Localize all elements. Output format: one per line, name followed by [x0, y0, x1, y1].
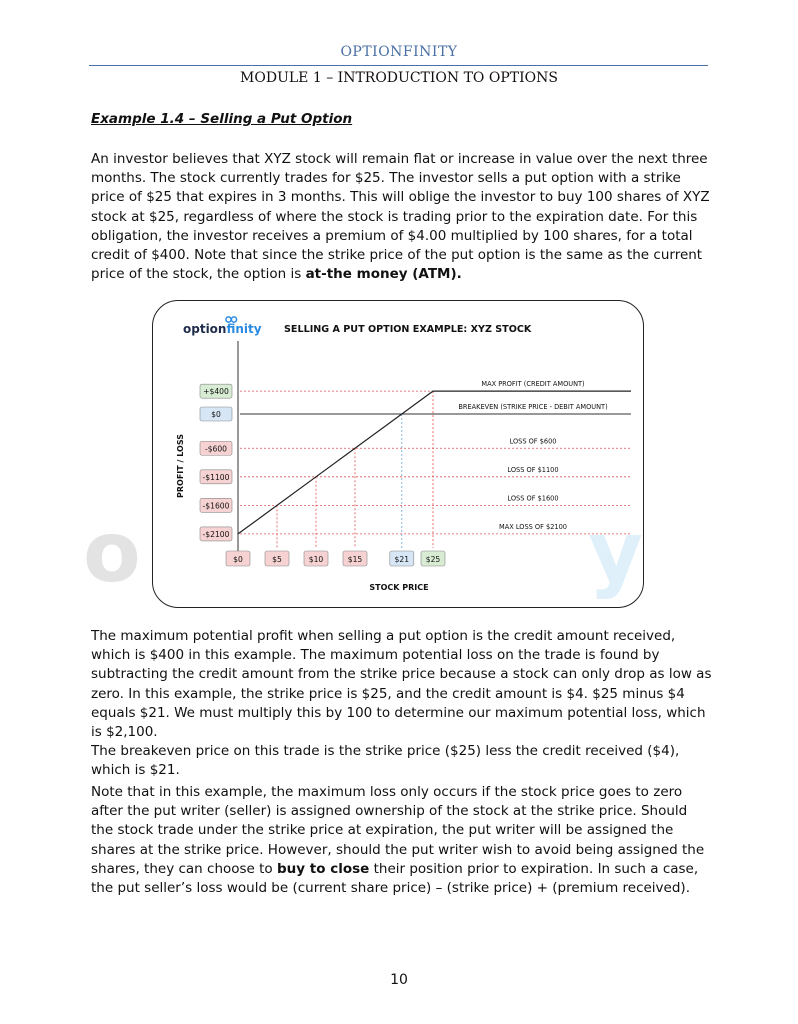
- y-tick-label: -$600: [204, 444, 228, 454]
- logo-part2: finity: [226, 322, 262, 336]
- chart-annotation: MAX LOSS OF $2100: [499, 522, 567, 531]
- paragraph-explanation-text: The maximum potential profit when selling a put option is the credit amount received, which is $400 in this example. The maximum potential loss on the trade is found by subtracting the credit amount from the strike price because a stock can only drop as low as zero. In this example, the strike price is $25, and the credit amount is $4. $25 minus $4 equals $21. We must multiply this by 100 to determine our maximum potential loss, which is $2,100.: [91, 628, 712, 741]
- logo-part1: option: [183, 322, 227, 336]
- payoff-chart-frame: [83, 300, 644, 608]
- header-divider: [89, 65, 708, 66]
- paragraph-intro-bold: at-the money (ATM).: [305, 266, 462, 283]
- paragraph-intro: [91, 150, 713, 284]
- x-tick: [421, 551, 445, 566]
- header-module-title: MODULE 1 – INTRODUCTION TO OPTIONS: [240, 70, 558, 86]
- y-tick: [200, 498, 232, 512]
- payoff-line: [238, 391, 631, 534]
- chart-annotation: LOSS OF $1100: [507, 465, 559, 474]
- paragraph-note-tail: their position prior to expiration. In such a case, the put seller’s loss would be (current share price) – (strike price) + (premium received).: [91, 860, 699, 897]
- logo-infinity-icon: [226, 317, 237, 322]
- y-tick-label: -$2100: [202, 529, 230, 539]
- y-tick: [200, 441, 232, 455]
- chart-logo: [183, 322, 262, 336]
- paragraph-breakeven-text: The breakeven price on this trade is the strike price ($25) less the credit received ($4), which is $21.: [91, 743, 680, 779]
- example-title: Example 1.4 – Selling a Put Option: [91, 111, 353, 127]
- x-tick: [343, 551, 367, 566]
- y-tick-label: -$1100: [202, 472, 230, 482]
- paragraph-note-bold: buy to close: [277, 860, 370, 877]
- x-tick-label: $0: [233, 555, 243, 564]
- watermark-right: y: [588, 503, 643, 601]
- chart-annotation: MAX PROFIT (CREDIT AMOUNT): [481, 380, 585, 389]
- y-tick: [200, 470, 232, 484]
- x-tick-label: $5: [272, 555, 282, 564]
- chart-annotation: BREAKEVEN (STRIKE PRICE - DEBIT AMOUNT): [458, 403, 608, 411]
- x-tick-label: $21: [394, 555, 410, 564]
- paragraph-note-text: Note that in this example, the maximum loss only occurs if the stock price goes to zero after the put writer (seller) is assigned ownership of the stock at the strike price. Should the stock trade under the strike price at expiration, the put writer will be assigned the shares at the strike price. However, should the put writer wish to avoid being assigned the shares, they can choose to: [91, 784, 705, 877]
- x-tick: [390, 551, 414, 566]
- page-number: 10: [390, 972, 408, 988]
- watermark-left: o: [83, 503, 141, 601]
- chart-annotation: LOSS OF $1600: [507, 494, 559, 503]
- x-tick-label: $15: [347, 555, 363, 564]
- paragraph-explanation: [91, 627, 713, 781]
- y-tick-label: -$1600: [202, 501, 230, 511]
- y-tick-label: $0: [211, 410, 221, 419]
- y-axis-label: PROFIT / LOSS: [176, 434, 185, 498]
- x-axis-label: STOCK PRICE: [369, 583, 429, 592]
- x-tick: [265, 551, 289, 566]
- chart-annotation: LOSS OF $600: [509, 437, 557, 446]
- y-tick-label: +$400: [203, 387, 229, 397]
- payoff-chart: [83, 301, 643, 607]
- header-brand: OPTIONFINITY: [340, 44, 458, 60]
- paragraph-note: [91, 783, 713, 898]
- y-tick: [200, 384, 232, 398]
- y-tick: [200, 407, 232, 421]
- paragraph-intro-text: An investor believes that XYZ stock will remain flat or increase in value over the next three months. The stock currently trades for $25. The investor sells a put option with a strike price of $25 that expires in 3 months. This will oblige the investor to buy 100 shares of XYZ stock at $25, regardless of where the stock is trading prior to the expiration date. For this obligation, the investor receives a premium of $4.00 multiplied by 100 shares, for a total credit of $400. Note that since the strike price of the put option is the same as the current price of the stock, the option is: [91, 151, 710, 283]
- x-tick: [304, 551, 328, 566]
- chart-title: SELLING A PUT OPTION EXAMPLE: XYZ STOCK: [284, 324, 532, 335]
- x-tick: [226, 551, 250, 566]
- x-tick-label: $25: [425, 555, 441, 564]
- x-tick-label: $10: [308, 555, 324, 564]
- y-tick: [200, 527, 232, 541]
